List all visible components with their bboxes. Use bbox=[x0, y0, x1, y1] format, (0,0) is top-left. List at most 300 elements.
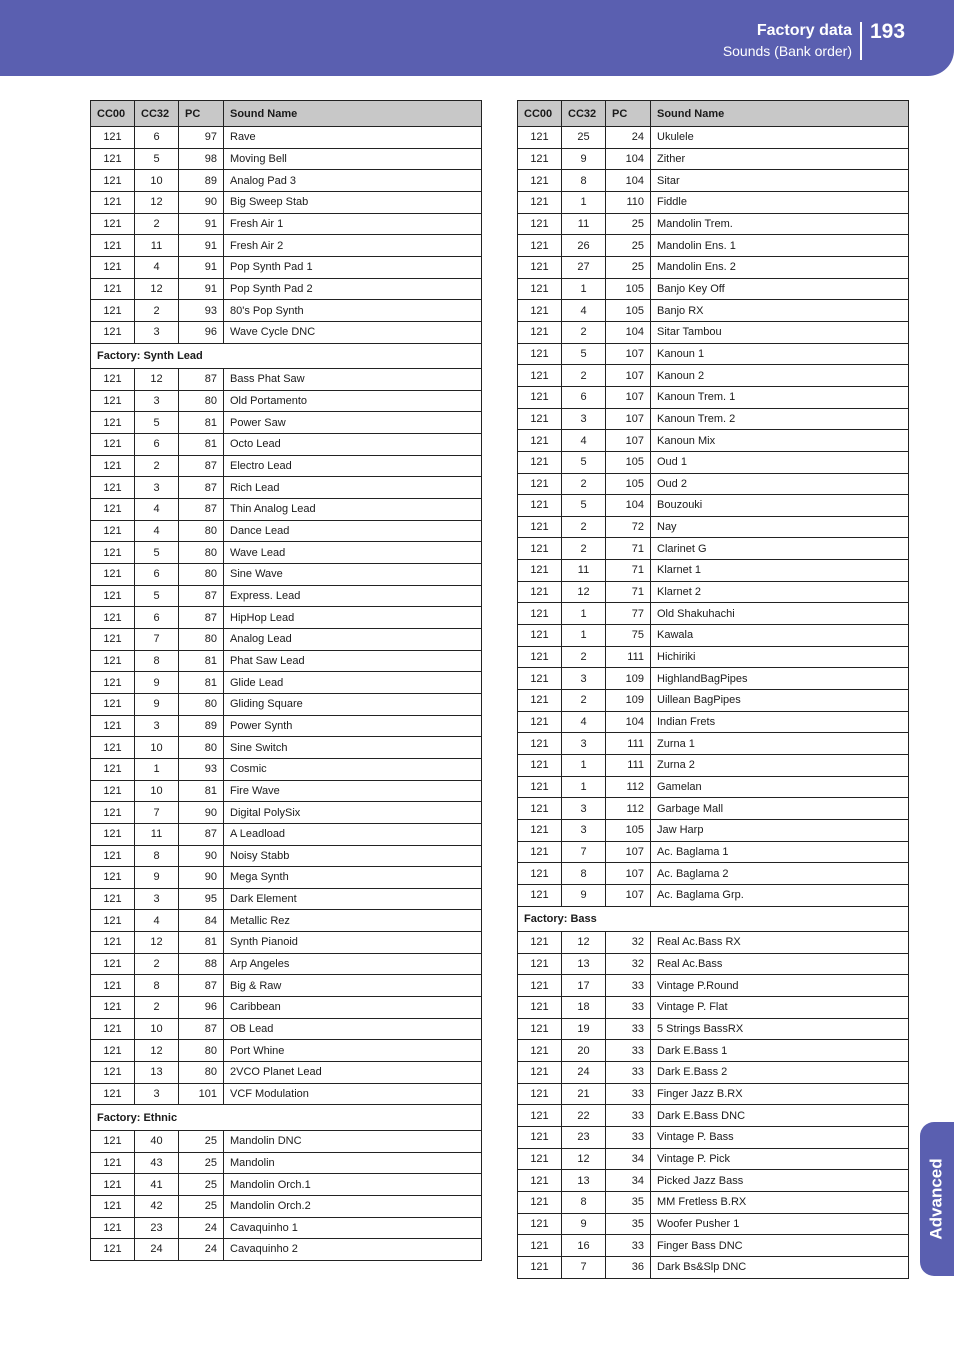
page-header bbox=[0, 0, 954, 76]
table-row bbox=[91, 300, 482, 322]
cc00-cell: 121 bbox=[518, 1235, 562, 1257]
table-row bbox=[518, 365, 909, 387]
cc00-cell: 121 bbox=[91, 737, 135, 759]
section-header-row bbox=[91, 343, 482, 369]
column-header-cc32: CC32 bbox=[135, 101, 179, 127]
sound-name-cell: Kanoun 2 bbox=[651, 365, 909, 387]
sound-name-cell: Dark E.Bass DNC bbox=[651, 1105, 909, 1127]
table-row bbox=[518, 1170, 909, 1192]
pc-cell: 107 bbox=[606, 863, 651, 885]
sound-name-cell: Power Synth bbox=[224, 715, 482, 737]
cc32-cell: 2 bbox=[135, 953, 179, 975]
pc-cell: 81 bbox=[179, 412, 224, 434]
pc-cell: 87 bbox=[179, 455, 224, 477]
table-row bbox=[91, 758, 482, 780]
cc32-cell: 3 bbox=[562, 820, 606, 842]
cc00-cell: 121 bbox=[518, 408, 562, 430]
cc32-cell: 24 bbox=[135, 1239, 179, 1261]
table-row bbox=[518, 495, 909, 517]
pc-cell: 36 bbox=[606, 1256, 651, 1278]
cc00-cell: 121 bbox=[518, 1127, 562, 1149]
pc-cell: 33 bbox=[606, 1083, 651, 1105]
pc-cell: 87 bbox=[179, 823, 224, 845]
pc-cell: 89 bbox=[179, 715, 224, 737]
pc-cell: 91 bbox=[179, 235, 224, 257]
cc32-cell: 10 bbox=[135, 780, 179, 802]
cc00-cell: 121 bbox=[518, 321, 562, 343]
cc32-cell: 3 bbox=[562, 733, 606, 755]
pc-cell: 24 bbox=[606, 127, 651, 149]
sound-name-cell: Kanoun 1 bbox=[651, 343, 909, 365]
section-header-row bbox=[518, 906, 909, 932]
sound-name-cell: Clarinet G bbox=[651, 538, 909, 560]
sound-name-cell: Dance Lead bbox=[224, 520, 482, 542]
cc00-cell: 121 bbox=[91, 542, 135, 564]
table-row bbox=[518, 1018, 909, 1040]
table-row bbox=[91, 1217, 482, 1239]
cc32-cell: 9 bbox=[135, 672, 179, 694]
pc-cell: 33 bbox=[606, 1040, 651, 1062]
section-header-row bbox=[91, 1105, 482, 1131]
header-divider bbox=[860, 22, 862, 60]
table-row bbox=[91, 235, 482, 257]
table-row bbox=[91, 867, 482, 889]
sound-name-cell: 5 Strings BassRX bbox=[651, 1018, 909, 1040]
cc00-cell: 121 bbox=[91, 932, 135, 954]
sound-name-cell: Zurna 2 bbox=[651, 755, 909, 777]
sound-name-cell: Vintage P. Pick bbox=[651, 1148, 909, 1170]
cc00-cell: 121 bbox=[518, 495, 562, 517]
cc32-cell: 8 bbox=[562, 170, 606, 192]
sound-name-cell: Banjo Key Off bbox=[651, 278, 909, 300]
sound-name-cell: Rave bbox=[224, 127, 482, 149]
cc32-cell: 23 bbox=[135, 1217, 179, 1239]
cc32-cell: 12 bbox=[135, 1040, 179, 1062]
cc32-cell: 41 bbox=[135, 1174, 179, 1196]
cc32-cell: 5 bbox=[135, 412, 179, 434]
table-row bbox=[518, 1256, 909, 1278]
table-row bbox=[518, 953, 909, 975]
cc00-cell: 121 bbox=[91, 127, 135, 149]
column-header-sound-name: Sound Name bbox=[224, 101, 482, 127]
pc-cell: 88 bbox=[179, 953, 224, 975]
table-row bbox=[91, 563, 482, 585]
cc32-cell: 26 bbox=[562, 235, 606, 257]
sound-name-cell: Real Ac.Bass RX bbox=[651, 932, 909, 954]
cc00-cell: 121 bbox=[91, 434, 135, 456]
cc32-cell: 1 bbox=[562, 278, 606, 300]
header-subtitle: Sounds (Bank order) bbox=[722, 43, 852, 59]
table-row bbox=[91, 434, 482, 456]
cc32-cell: 2 bbox=[562, 473, 606, 495]
cc00-cell: 121 bbox=[91, 672, 135, 694]
table-row bbox=[91, 1152, 482, 1174]
table-row bbox=[91, 607, 482, 629]
cc32-cell: 2 bbox=[562, 516, 606, 538]
cc00-cell: 121 bbox=[91, 213, 135, 235]
sound-name-cell: Kanoun Trem. 2 bbox=[651, 408, 909, 430]
cc00-cell: 121 bbox=[91, 235, 135, 257]
table-row bbox=[91, 715, 482, 737]
cc32-cell: 5 bbox=[135, 148, 179, 170]
sound-name-cell: Uillean BagPipes bbox=[651, 690, 909, 712]
cc32-cell: 6 bbox=[135, 127, 179, 149]
sound-name-cell: Garbage Mall bbox=[651, 798, 909, 820]
pc-cell: 111 bbox=[606, 646, 651, 668]
cc00-cell: 121 bbox=[91, 321, 135, 343]
cc32-cell: 7 bbox=[562, 841, 606, 863]
cc32-cell: 6 bbox=[135, 434, 179, 456]
cc32-cell: 12 bbox=[135, 191, 179, 213]
pc-cell: 87 bbox=[179, 499, 224, 521]
cc32-cell: 11 bbox=[562, 213, 606, 235]
table-row bbox=[91, 975, 482, 997]
cc32-cell: 6 bbox=[135, 563, 179, 585]
pc-cell: 33 bbox=[606, 1235, 651, 1257]
cc00-cell: 121 bbox=[91, 412, 135, 434]
table-row bbox=[518, 516, 909, 538]
pc-cell: 75 bbox=[606, 625, 651, 647]
sound-name-cell: Klarnet 2 bbox=[651, 581, 909, 603]
cc32-cell: 8 bbox=[562, 863, 606, 885]
sound-name-cell: Kanoun Trem. 1 bbox=[651, 386, 909, 408]
pc-cell: 96 bbox=[179, 321, 224, 343]
sound-name-cell: Thin Analog Lead bbox=[224, 499, 482, 521]
table-row bbox=[518, 321, 909, 343]
sound-name-cell: Mandolin Ens. 1 bbox=[651, 235, 909, 257]
cc32-cell: 2 bbox=[562, 646, 606, 668]
cc32-cell: 9 bbox=[135, 693, 179, 715]
cc32-cell: 6 bbox=[562, 386, 606, 408]
table-row bbox=[518, 213, 909, 235]
sound-name-cell: HighlandBagPipes bbox=[651, 668, 909, 690]
cc32-cell: 4 bbox=[135, 499, 179, 521]
table-row bbox=[518, 1105, 909, 1127]
pc-cell: 33 bbox=[606, 1062, 651, 1084]
pc-cell: 87 bbox=[179, 607, 224, 629]
table-row bbox=[91, 542, 482, 564]
cc00-cell: 121 bbox=[518, 127, 562, 149]
sound-name-cell: Zurna 1 bbox=[651, 733, 909, 755]
pc-cell: 33 bbox=[606, 975, 651, 997]
pc-cell: 33 bbox=[606, 1127, 651, 1149]
cc00-cell: 121 bbox=[518, 516, 562, 538]
header-title: Factory data bbox=[756, 22, 852, 39]
pc-cell: 87 bbox=[179, 369, 224, 391]
cc32-cell: 8 bbox=[562, 1192, 606, 1214]
pc-cell: 25 bbox=[606, 213, 651, 235]
sound-name-cell: Dark Element bbox=[224, 888, 482, 910]
cc32-cell: 10 bbox=[135, 1018, 179, 1040]
pc-cell: 101 bbox=[179, 1083, 224, 1105]
pc-cell: 105 bbox=[606, 300, 651, 322]
pc-cell: 107 bbox=[606, 841, 651, 863]
pc-cell: 87 bbox=[179, 1018, 224, 1040]
sound-name-cell: A Leadload bbox=[224, 823, 482, 845]
cc00-cell: 121 bbox=[91, 585, 135, 607]
cc32-cell: 9 bbox=[562, 1213, 606, 1235]
pc-cell: 80 bbox=[179, 542, 224, 564]
pc-cell: 105 bbox=[606, 820, 651, 842]
pc-cell: 34 bbox=[606, 1170, 651, 1192]
cc32-cell: 11 bbox=[135, 823, 179, 845]
cc32-cell: 3 bbox=[562, 408, 606, 430]
sound-name-cell: Real Ac.Bass bbox=[651, 953, 909, 975]
table-row bbox=[91, 693, 482, 715]
sound-name-cell: Analog Pad 3 bbox=[224, 170, 482, 192]
cc32-cell: 3 bbox=[135, 390, 179, 412]
table-row bbox=[518, 776, 909, 798]
table-row bbox=[518, 235, 909, 257]
sound-name-cell: Electro Lead bbox=[224, 455, 482, 477]
pc-cell: 80 bbox=[179, 737, 224, 759]
pc-cell: 84 bbox=[179, 910, 224, 932]
cc32-cell: 1 bbox=[562, 625, 606, 647]
table-row bbox=[91, 256, 482, 278]
section-side-tab[interactable] bbox=[920, 1122, 954, 1276]
cc00-cell: 121 bbox=[518, 1105, 562, 1127]
cc32-cell: 11 bbox=[135, 235, 179, 257]
pc-cell: 107 bbox=[606, 408, 651, 430]
pc-cell: 25 bbox=[606, 235, 651, 257]
cc32-cell: 3 bbox=[562, 668, 606, 690]
pc-cell: 81 bbox=[179, 650, 224, 672]
column-header-pc: PC bbox=[179, 101, 224, 127]
table-row bbox=[518, 863, 909, 885]
table-row bbox=[91, 780, 482, 802]
table-row bbox=[518, 997, 909, 1019]
table-row bbox=[91, 888, 482, 910]
table-row bbox=[518, 1083, 909, 1105]
section-title: Factory: Bass bbox=[518, 906, 909, 932]
table-row bbox=[91, 499, 482, 521]
pc-cell: 105 bbox=[606, 451, 651, 473]
cc32-cell: 8 bbox=[135, 845, 179, 867]
pc-cell: 34 bbox=[606, 1148, 651, 1170]
cc32-cell: 16 bbox=[562, 1235, 606, 1257]
cc00-cell: 121 bbox=[91, 477, 135, 499]
cc32-cell: 3 bbox=[135, 1083, 179, 1105]
cc00-cell: 121 bbox=[91, 867, 135, 889]
table-row bbox=[91, 672, 482, 694]
cc32-cell: 20 bbox=[562, 1040, 606, 1062]
table-row bbox=[91, 390, 482, 412]
sound-name-cell: Vintage P.Round bbox=[651, 975, 909, 997]
table-row bbox=[518, 733, 909, 755]
cc00-cell: 121 bbox=[91, 278, 135, 300]
column-header-cc00: CC00 bbox=[518, 101, 562, 127]
cc32-cell: 7 bbox=[135, 628, 179, 650]
sound-name-cell: Wave Cycle DNC bbox=[224, 321, 482, 343]
cc00-cell: 121 bbox=[91, 1018, 135, 1040]
cc00-cell: 121 bbox=[91, 1062, 135, 1084]
table-row bbox=[91, 170, 482, 192]
sound-name-cell: Banjo RX bbox=[651, 300, 909, 322]
table-row bbox=[91, 585, 482, 607]
table-row bbox=[91, 321, 482, 343]
pc-cell: 105 bbox=[606, 473, 651, 495]
cc00-cell: 121 bbox=[518, 538, 562, 560]
sound-name-cell: Kanoun Mix bbox=[651, 430, 909, 452]
sound-name-cell: Old Shakuhachi bbox=[651, 603, 909, 625]
cc32-cell: 21 bbox=[562, 1083, 606, 1105]
pc-cell: 80 bbox=[179, 390, 224, 412]
table-row bbox=[518, 625, 909, 647]
cc32-cell: 3 bbox=[562, 798, 606, 820]
table-row bbox=[518, 343, 909, 365]
cc32-cell: 3 bbox=[135, 477, 179, 499]
cc00-cell: 121 bbox=[91, 191, 135, 213]
cc32-cell: 23 bbox=[562, 1127, 606, 1149]
cc00-cell: 121 bbox=[91, 888, 135, 910]
sound-name-cell: Vintage P. Bass bbox=[651, 1127, 909, 1149]
cc00-cell: 121 bbox=[91, 802, 135, 824]
cc32-cell: 1 bbox=[562, 603, 606, 625]
cc32-cell: 9 bbox=[562, 884, 606, 906]
cc00-cell: 121 bbox=[91, 715, 135, 737]
pc-cell: 90 bbox=[179, 802, 224, 824]
table-row bbox=[518, 603, 909, 625]
table-row bbox=[518, 755, 909, 777]
pc-cell: 80 bbox=[179, 693, 224, 715]
sound-name-cell: OB Lead bbox=[224, 1018, 482, 1040]
table-row bbox=[518, 170, 909, 192]
cc00-cell: 121 bbox=[91, 650, 135, 672]
table-row bbox=[91, 932, 482, 954]
table-row bbox=[91, 997, 482, 1019]
table-row bbox=[518, 127, 909, 149]
cc32-cell: 2 bbox=[562, 538, 606, 560]
sound-name-cell: Cavaquinho 2 bbox=[224, 1239, 482, 1261]
pc-cell: 111 bbox=[606, 755, 651, 777]
cc32-cell: 11 bbox=[562, 560, 606, 582]
cc32-cell: 18 bbox=[562, 997, 606, 1019]
sound-name-cell: Mega Synth bbox=[224, 867, 482, 889]
column-header-cc00: CC00 bbox=[91, 101, 135, 127]
sound-name-cell: Finger Bass DNC bbox=[651, 1235, 909, 1257]
sound-name-cell: Big Sweep Stab bbox=[224, 191, 482, 213]
pc-cell: 35 bbox=[606, 1192, 651, 1214]
table-row bbox=[518, 690, 909, 712]
sound-name-cell: Phat Saw Lead bbox=[224, 650, 482, 672]
table-row bbox=[91, 213, 482, 235]
cc32-cell: 3 bbox=[135, 715, 179, 737]
table-row bbox=[518, 386, 909, 408]
cc32-cell: 2 bbox=[562, 365, 606, 387]
column-header-cc32: CC32 bbox=[562, 101, 606, 127]
sound-name-cell: Jaw Harp bbox=[651, 820, 909, 842]
cc00-cell: 121 bbox=[518, 1256, 562, 1278]
table-row bbox=[91, 455, 482, 477]
sound-name-cell: Mandolin Orch.2 bbox=[224, 1195, 482, 1217]
cc32-cell: 24 bbox=[562, 1062, 606, 1084]
cc00-cell: 121 bbox=[91, 1239, 135, 1261]
cc32-cell: 12 bbox=[562, 932, 606, 954]
pc-cell: 109 bbox=[606, 668, 651, 690]
pc-cell: 32 bbox=[606, 932, 651, 954]
pc-cell: 93 bbox=[179, 758, 224, 780]
table-row bbox=[518, 408, 909, 430]
cc32-cell: 10 bbox=[135, 737, 179, 759]
cc32-cell: 42 bbox=[135, 1195, 179, 1217]
cc32-cell: 8 bbox=[135, 650, 179, 672]
sound-name-cell: Pop Synth Pad 1 bbox=[224, 256, 482, 278]
pc-cell: 71 bbox=[606, 538, 651, 560]
pc-cell: 89 bbox=[179, 170, 224, 192]
table-row bbox=[518, 430, 909, 452]
cc00-cell: 121 bbox=[91, 975, 135, 997]
pc-cell: 93 bbox=[179, 300, 224, 322]
sound-name-cell: Mandolin Orch.1 bbox=[224, 1174, 482, 1196]
table-row bbox=[518, 1127, 909, 1149]
cc00-cell: 121 bbox=[518, 365, 562, 387]
cc00-cell: 121 bbox=[518, 430, 562, 452]
sound-name-cell: Synth Pianoid bbox=[224, 932, 482, 954]
cc32-cell: 3 bbox=[135, 321, 179, 343]
cc32-cell: 4 bbox=[562, 711, 606, 733]
cc00-cell: 121 bbox=[518, 256, 562, 278]
cc00-cell: 121 bbox=[91, 300, 135, 322]
cc00-cell: 121 bbox=[518, 603, 562, 625]
table-row bbox=[91, 148, 482, 170]
table-row bbox=[91, 1195, 482, 1217]
sound-name-cell: Kawala bbox=[651, 625, 909, 647]
table-row bbox=[518, 668, 909, 690]
cc00-cell: 121 bbox=[91, 520, 135, 542]
page-number: 193 bbox=[870, 20, 906, 43]
table-row bbox=[91, 1083, 482, 1105]
sound-name-cell: Dark Bs&Slp DNC bbox=[651, 1256, 909, 1278]
pc-cell: 32 bbox=[606, 953, 651, 975]
sound-name-cell: Ukulele bbox=[651, 127, 909, 149]
pc-cell: 96 bbox=[179, 997, 224, 1019]
pc-cell: 25 bbox=[179, 1152, 224, 1174]
cc00-cell: 121 bbox=[91, 953, 135, 975]
cc00-cell: 121 bbox=[518, 1062, 562, 1084]
sound-name-cell: Zither bbox=[651, 148, 909, 170]
cc32-cell: 9 bbox=[135, 867, 179, 889]
pc-cell: 25 bbox=[179, 1195, 224, 1217]
pc-cell: 112 bbox=[606, 798, 651, 820]
cc32-cell: 3 bbox=[135, 888, 179, 910]
pc-cell: 107 bbox=[606, 430, 651, 452]
cc00-cell: 121 bbox=[518, 473, 562, 495]
pc-cell: 107 bbox=[606, 343, 651, 365]
sound-name-cell: Cavaquinho 1 bbox=[224, 1217, 482, 1239]
table-row bbox=[91, 802, 482, 824]
table-row bbox=[518, 1213, 909, 1235]
sound-name-cell: Wave Lead bbox=[224, 542, 482, 564]
sound-name-cell: Dark E.Bass 2 bbox=[651, 1062, 909, 1084]
table-row bbox=[91, 477, 482, 499]
cc00-cell: 121 bbox=[91, 256, 135, 278]
cc32-cell: 6 bbox=[135, 607, 179, 629]
table-row bbox=[91, 278, 482, 300]
table-row bbox=[91, 1239, 482, 1261]
cc00-cell: 121 bbox=[91, 628, 135, 650]
cc32-cell: 5 bbox=[135, 542, 179, 564]
cc32-cell: 1 bbox=[135, 758, 179, 780]
cc00-cell: 121 bbox=[91, 823, 135, 845]
pc-cell: 25 bbox=[179, 1130, 224, 1152]
cc00-cell: 121 bbox=[518, 820, 562, 842]
section-title: Factory: Ethnic bbox=[91, 1105, 482, 1131]
cc32-cell: 2 bbox=[562, 690, 606, 712]
cc32-cell: 7 bbox=[562, 1256, 606, 1278]
pc-cell: 90 bbox=[179, 191, 224, 213]
sound-name-cell: Sitar bbox=[651, 170, 909, 192]
cc00-cell: 121 bbox=[91, 1083, 135, 1105]
